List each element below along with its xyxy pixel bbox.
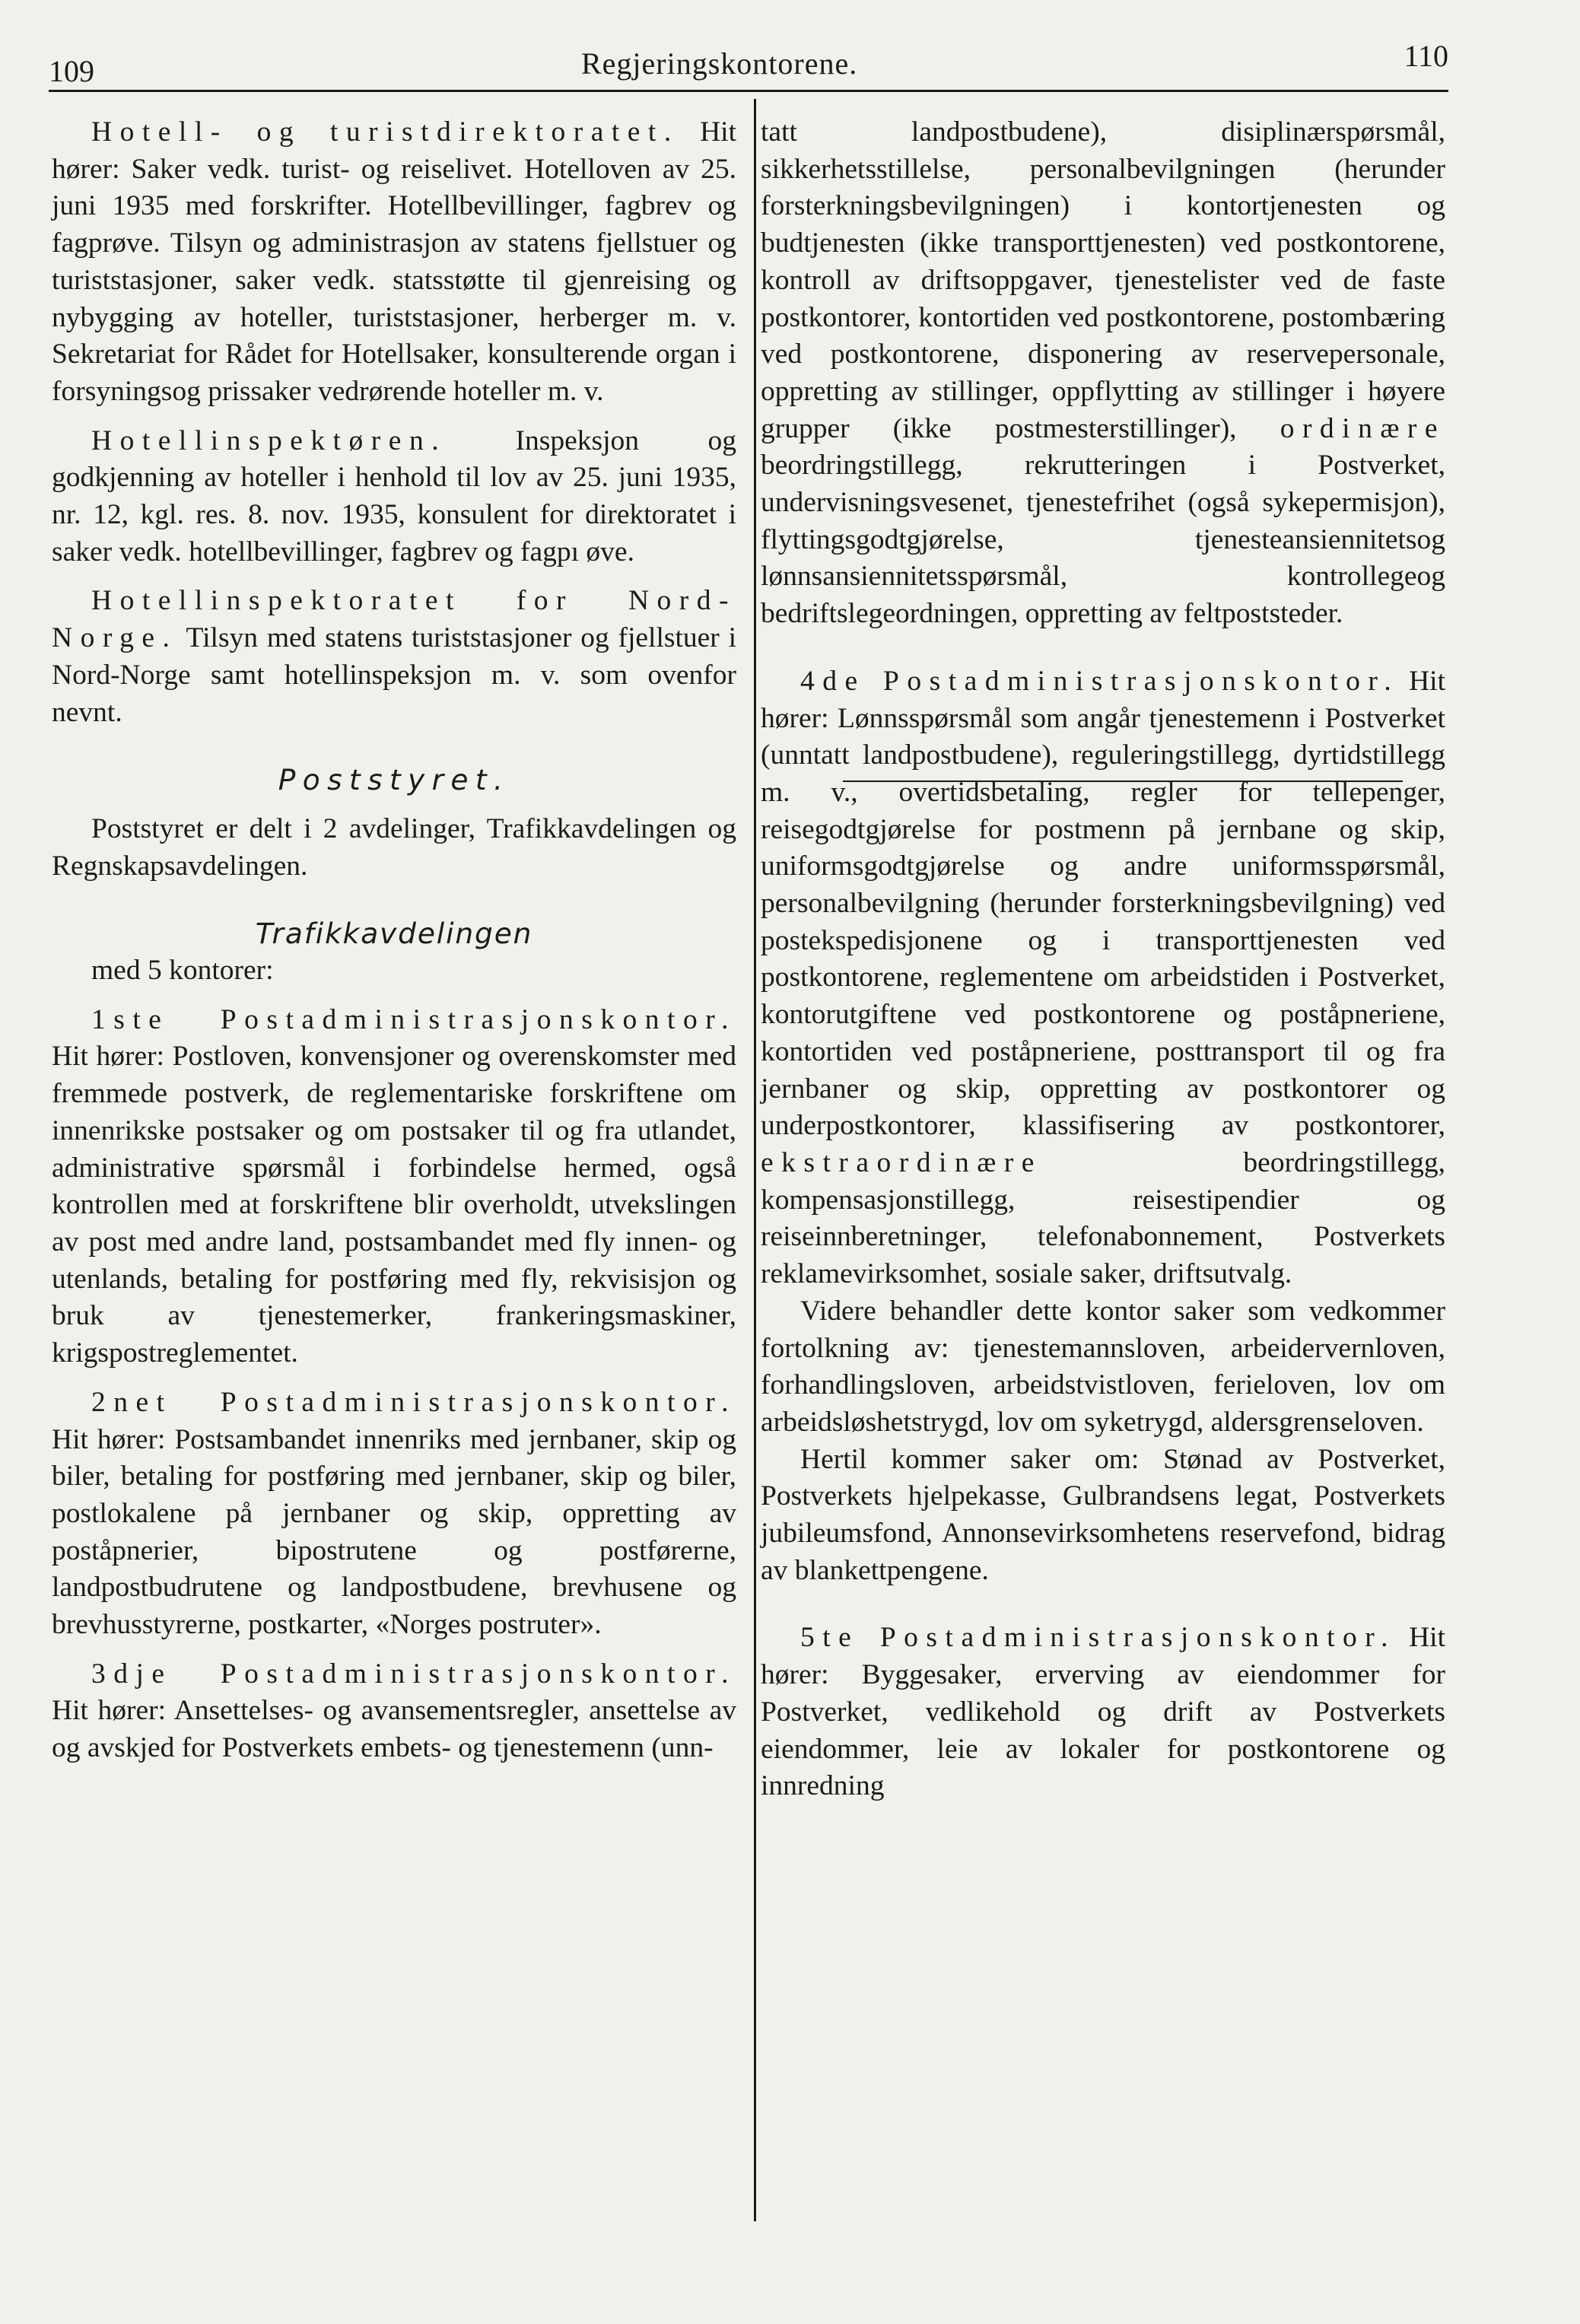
paragraph-2net-kontor bbox=[52, 1385, 736, 1644]
paragraph-3dje-kontor bbox=[52, 1656, 736, 1767]
paragraph-hotell-turistdirektoratet bbox=[52, 114, 736, 411]
page-number-left: 109 bbox=[49, 54, 94, 88]
left-column bbox=[52, 114, 736, 1767]
section-heading: 2net Postadministrasjonskontor. bbox=[91, 1386, 736, 1418]
paragraph-hotellinspektoratet-nord-norge bbox=[52, 583, 736, 731]
paragraph-poststyret: Poststyret er delt i 2 avdelinger, Trafikkavdelingen og Regnskapsavdelingen. bbox=[52, 812, 736, 882]
paragraph-4de-kontor bbox=[761, 663, 1445, 1293]
paragraph-1ste-kontor bbox=[52, 1002, 736, 1372]
paragraph-body: Hit hører: Saker vedk. turist- og reiselivet. Hotelloven av 25. juni 1935 med forskrifter. Hotellbevillinger, fagbrev og fagprøve. Tilsyn og administrasjon av statens fjellstuer og turiststasjoner, saker vedk. statsstøtte til gjenreising og nybygging av hoteller, turiststasjoner, herberger m. v. Sekretariat for Rådet for Hotellsaker, konsulterende organ i forsyningsog prissaker vedrørende hoteller m. v. bbox=[52, 116, 737, 407]
paragraph-body: Hit hører: Byggesaker, erverving av eiendommer for Postverket, vedlikehold og drift av Postverkets eiendommer, leie av lokaler for postkontorene og innredning bbox=[761, 1622, 1445, 1802]
paragraph-4de-kontor-videre: Videre behandler dette kontor saker som vedkommer fortolkning av: tjenestemannsloven, arbeidervernloven, forhandlingsloven, arbeidstvistloven, ferieloven, lov om arbeidsløshetstrygd, lov om syketrygd, aldersgrenseloven. bbox=[761, 1295, 1445, 1438]
section-heading: Hotell- og turistdirektoratet. bbox=[91, 116, 679, 148]
paragraph-body: Inspeksjon og godkjenning av hoteller i henhold til lov av 25. juni 1935, nr. 12, kgl. res. 8. nov. 1935, konsulent for direktoratet i saker vedk. hotellbevillinger, fagbrev og fagpı øve. bbox=[52, 424, 736, 567]
page-number-right: 110 bbox=[1404, 39, 1448, 73]
paragraph-body: tatt landpostbudene), disiplinærspørsmål, sikkerhetsstillelse, personalbevilgningen (herunder forsterkningsbevilgningen) i kontortjenesten og budtjenesten (ikke transporttjenesten) ved postkontorene, kontroll av driftsoppgaver, tjenestelister ved de faste postkontorer, kontortiden ved postkontorene, postombæring ved postkontorene, disponering av reservepersonale, oppretting av stillinger, oppflytting av stillinger i høyere grupper (ikke postmesterstillinger), bbox=[761, 116, 1445, 444]
paragraph-4de-kontor-hertil: Hertil kommer saker om: Stønad av Postverket, Postverkets hjelpekasse, Gulbrandsens legat, Postverkets jubileumsfond, Annonsevirksomhetens reservefond, bidrag av blankettpengene. bbox=[761, 1443, 1445, 1586]
running-header bbox=[49, 39, 1448, 88]
subheading-kontorer: med 5 kontorer: bbox=[91, 955, 274, 987]
paragraph-body: Tilsyn med statens turiststasjoner og fjellstuer i Nord-Norge samt hotellinspeksjon m. v. som ovenfor nevnt. bbox=[52, 622, 736, 728]
section-heading: Hotellinspektøren. bbox=[91, 424, 447, 456]
emphasis-ordinaere: ordinære bbox=[1280, 412, 1445, 444]
paragraph-body: beordringstillegg, kompensasjonstillegg, reisestipendier og reiseinnberetninger, telefonabonnement, Postverkets reklamevirksomhet, sosiale saker, driftsutvalg. bbox=[761, 1146, 1445, 1290]
paragraph-3dje-kontor-continued bbox=[761, 114, 1445, 633]
paragraph-hotellinspektoren bbox=[52, 423, 736, 571]
heading-trafikkavdelingen: Trafikkavdelingen bbox=[255, 917, 533, 951]
emphasis-ekstraordinaere: ekstraordinære bbox=[761, 1146, 1042, 1178]
paragraph-body: beordringstillegg, rekrutteringen i Postverket, undervisningsvesenet, tjenestefrihet (også sykepermisjon), flyttingsgodtgjørelse, tjenesteansiennitetsog lønnsansiennitetsspørsmål, kontrollegeog bedriftslegeordningen, oppretting av feltpoststeder. bbox=[761, 450, 1445, 630]
paragraph-5te-kontor bbox=[761, 1620, 1445, 1805]
section-heading: 4de Postadministrasjonskontor. bbox=[800, 665, 1400, 697]
paragraph-body: Hit hører: Lønnsspørsmål som angår tjenestemenn i Postverket (unntatt landpostbudene), reguleringstillegg, dyrtidstillegg m. v., overtidsbetaling, regler for tellepenger, reisegodtgjørelse for postmenn på jernbane og skip, uniformsgodtgjørelse og andre uniformsspørsmål, personalbevilgning (herunder forsterkningsbevilgning) ved postekspedisjonene og i transporttjenesten ved postkontorene, reglementene om arbeidstiden i Postverket, kontorutgiftene ved postkontorene og poståpneriene, kontortiden ved poståpneriene, posttransport til og fra jernbaner og skip, oppretting av postkontorer og underpostkontorer, klassifisering av postkontorer, bbox=[761, 665, 1446, 1142]
right-column bbox=[761, 114, 1445, 1805]
column-divider bbox=[754, 99, 756, 2221]
paragraph-body: Hit hører: Postloven, konvensjoner og overenskomster med fremmede postverk, de reglementariske forskriftene om innenrikske postsaker og om postsaker til og fra utlandet, administrative spørsmål i forbindelse hermed, også kontrollen med at forskriftene blir overholdt, utvekslingen av post med andre land, postsambandet med fly innen- og utenlands, betaling for postføring med fly, rekvisisjon og bruk av tjenestemerker, frankeringsmaskiner, krigspostreglementet. bbox=[52, 1041, 736, 1369]
running-title: Regjeringskontorene. bbox=[581, 46, 858, 81]
header-rule bbox=[49, 90, 1448, 92]
heading-poststyret: Poststyret. bbox=[278, 763, 510, 797]
section-heading: 5te Postadministrasjonskontor. bbox=[800, 1622, 1397, 1654]
section-heading: Hotellinspektoratet for Nord-Norge. bbox=[52, 585, 736, 654]
paragraph-body: Hit hører: Postsambandet innenriks med jernbaner, skip og biler, betaling for postføring med jernbaner, skip og biler, postlokalene på jernbaner og skip, oppretting av poståpnerier, bipostrutene og postførerne, landpostbudrutene og landpostbudene, brevhusene og brevhusstyrerne, postkarter, «Norges postruter». bbox=[52, 1423, 736, 1641]
paragraph-body: Hit hører: Ansettelses- og avansementsregler, ansettelse av og avskjed for Postverkets embets- og tjenestemenn (unn- bbox=[52, 1695, 736, 1764]
section-heading: 1ste Postadministrasjonskontor. bbox=[91, 1003, 736, 1035]
section-heading: 3dje Postadministrasjonskontor. bbox=[91, 1658, 736, 1690]
